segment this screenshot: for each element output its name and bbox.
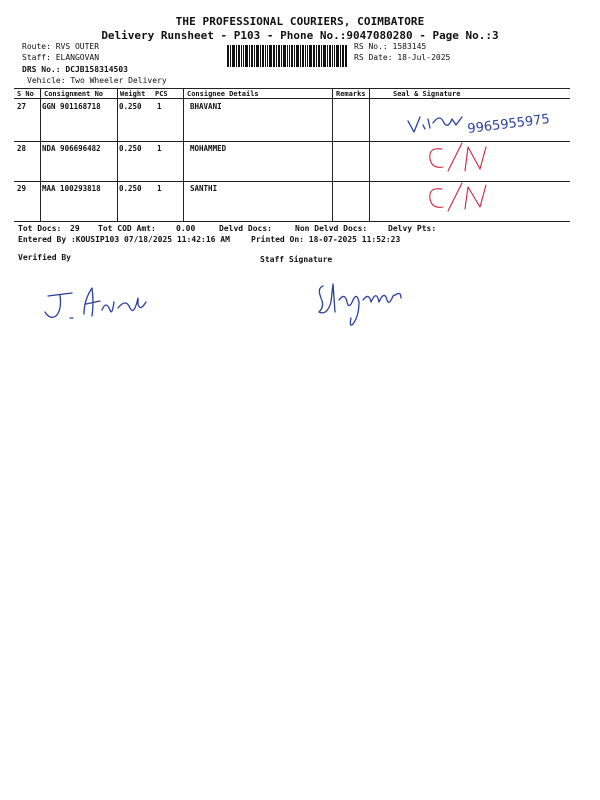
- vehicle-label: Vehicle: Two Wheeler Delivery: [27, 76, 167, 85]
- row27-handwritten-phone: 9965955975: [466, 112, 551, 137]
- delvy-pts-label: Delvy Pts:: [388, 224, 437, 233]
- col-header-consignment: Consignment No: [44, 90, 104, 98]
- rs-number: RS No.: 1583145: [354, 42, 427, 51]
- row-consignee: MOHAMMED: [190, 144, 227, 153]
- company-title: THE PROFESSIONAL COURIERS, COIMBATORE: [175, 15, 425, 28]
- runsheet-title: Delivery Runsheet - P103 - Phone No.:9047080280 - Page No.:3: [101, 29, 499, 42]
- row-pcs: 1: [157, 102, 162, 111]
- row28-cn-mark: [430, 143, 486, 171]
- row-pcs: 1: [157, 184, 162, 193]
- staff-signature-label: Staff Signature: [260, 255, 333, 264]
- col-header-pcs: PCS: [155, 90, 168, 98]
- tot-docs-label: Tot Docs:: [18, 224, 62, 233]
- row-weight: 0.250: [119, 102, 142, 111]
- col-divider: [117, 88, 118, 222]
- non-delvd-docs-label: Non Delvd Docs:: [295, 224, 368, 233]
- verified-by-label: Verified By: [18, 253, 71, 262]
- seal-signature-area: [370, 99, 570, 221]
- verified-by-signature: [40, 280, 160, 325]
- route-label: Route: RVS OUTER: [22, 42, 100, 51]
- row-weight: 0.250: [119, 144, 142, 153]
- col-header-weight: Weight: [120, 90, 146, 98]
- row29-cn-mark: [430, 183, 486, 211]
- row-consignment-no: GGN 901168718: [42, 102, 101, 111]
- row-sno: 28: [17, 144, 27, 153]
- entered-by: Entered By :KOUSIP103 07/18/2025 11:42:16 AM: [18, 235, 230, 244]
- row-weight: 0.250: [119, 184, 142, 193]
- col-header-sno: S No: [17, 90, 34, 98]
- row-pcs: 1: [157, 144, 162, 153]
- barcode: [227, 45, 347, 67]
- staff-signature: [315, 272, 415, 332]
- drs-number: DRS No.: DCJB158314503: [22, 65, 128, 74]
- tot-docs-value: 29: [70, 224, 80, 233]
- col-header-seal: Seal & Signature: [393, 90, 461, 98]
- tot-cod-value: 0.00: [176, 224, 196, 233]
- tot-cod-label: Tot COD Amt:: [98, 224, 156, 233]
- staff-label: Staff: ELANGOVAN: [22, 53, 100, 62]
- row-sno: 27: [17, 102, 27, 111]
- delvd-docs-label: Delvd Docs:: [219, 224, 272, 233]
- delivery-signature-scribble: [408, 117, 462, 132]
- printed-on: Printed On: 18-07-2025 11:52:23: [251, 235, 401, 244]
- row-consignment-no: NDA 906696482: [42, 144, 101, 153]
- col-header-remarks: Remarks: [336, 90, 366, 98]
- row-consignee: BHAVANI: [190, 102, 222, 111]
- row-consignee: SANTHI: [190, 184, 218, 193]
- row-sno: 29: [17, 184, 27, 193]
- rs-date: RS Date: 18-Jul-2025: [354, 53, 451, 62]
- table-bottom-border: [14, 221, 570, 222]
- table-top-border: [14, 88, 570, 89]
- col-divider: [40, 88, 41, 222]
- row-consignment-no: MAA 100293818: [42, 184, 101, 193]
- col-divider: [332, 88, 333, 222]
- col-divider: [183, 88, 184, 222]
- col-header-consignee: Consignee Details: [187, 90, 259, 98]
